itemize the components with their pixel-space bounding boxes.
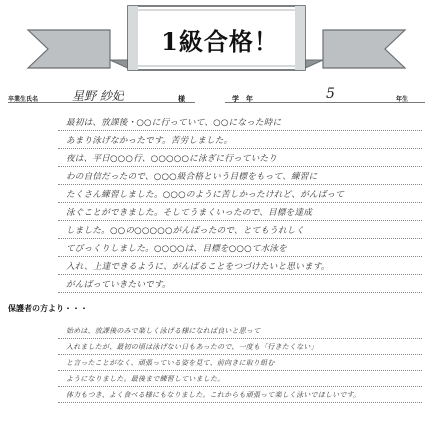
name-label: 卒業生氏名	[8, 96, 39, 103]
guardian-comment-line: 始めは、放課後のみで楽しく泳げる様になれば良いと思って	[66, 327, 261, 335]
student-comment-line: がんばっていきたいです。	[66, 280, 171, 290]
student-comment-line: しました。○○の○○○○○がんばったので、とてもうれしく	[66, 226, 305, 236]
student-comment-line: たくさん練習しました。○○○のように苦しかったけれど、がんばって	[66, 190, 345, 200]
student-comment-line: 入れ、上達できるように、がんばることをつづけたいと思います。	[66, 262, 330, 272]
page-title: 1級合格！	[161, 27, 279, 56]
student-comment-line: 夜は、平日○○○行、○○○○○に泳ぎに行っていたり	[66, 154, 278, 164]
grade-label: 学 年	[232, 95, 253, 103]
guardian-comment-line: 入れましたが、最初の頃は泳げない日もあったので、一度も「行きたくない」	[66, 343, 318, 351]
grade-suffix: 年生	[396, 96, 409, 103]
guardian-label: 保護者の方より・・・	[8, 304, 88, 313]
student-comment-line: わの自信だったので、○○○級合格という目標をもって、練習に	[66, 172, 318, 182]
student-comment-line: 泳ぐことができました。そしてうまくいったので、目標を達成	[66, 208, 313, 218]
grade-value: 5	[326, 86, 335, 102]
honorific: 様	[178, 95, 185, 103]
student-comment-line: 最初は、放課後・○○に行っていて、○○になった時に	[66, 118, 282, 128]
student-comment-line: あまり泳げなかったです。苦労しました。	[66, 136, 233, 146]
guardian-comment-line: ようになりました。最後まで練習していました。	[66, 375, 225, 383]
guardian-comment-line: 体力もつき、よく食べる様にもなりました。これからも頑張って楽しく泳いでほしいです。	[66, 391, 361, 399]
student-name: 星野 紗妃	[72, 89, 124, 103]
guardian-comment-line: と言ったことがなく、頑張っている姿を見て、前向きに取り組む	[66, 359, 275, 367]
student-comment-line: てびっくりしました。○○○○は、目標を○○○て水泳を	[66, 244, 287, 254]
